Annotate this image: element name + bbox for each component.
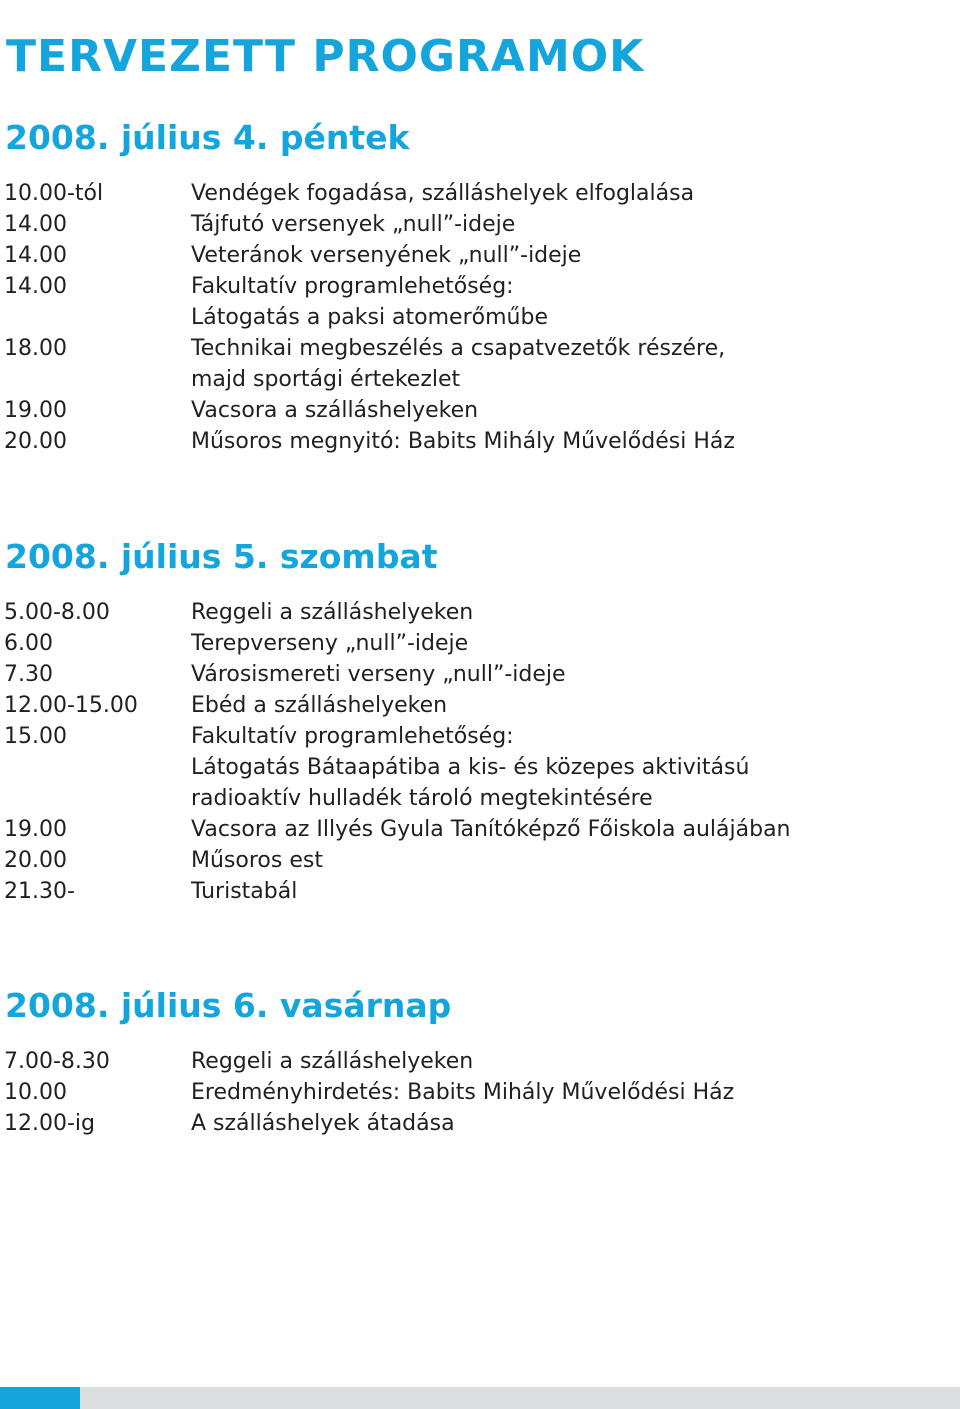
event-time: 20.00	[4, 429, 67, 454]
event-description	[191, 814, 960, 845]
event-time: 15.00	[4, 724, 67, 749]
event-description-line: Műsoros megnyitó: Babits Mihály Művelődési Ház	[191, 429, 735, 454]
event-time: 19.00	[4, 817, 67, 842]
event-time: 7.00-8.30	[4, 1049, 110, 1074]
day-section-friday	[0, 116, 960, 457]
event-time: 12.00-15.00	[4, 693, 138, 718]
event-description-line: Ebéd a szálláshelyeken	[191, 693, 448, 718]
event-description-line: Veteránok versenyének „null”-ideje	[191, 243, 582, 268]
event-time: 14.00	[4, 212, 67, 237]
schedule-list	[0, 178, 960, 457]
event-description	[191, 1046, 960, 1077]
event-description	[191, 333, 960, 395]
schedule-row	[0, 659, 960, 690]
event-description-line: A szálláshelyek átadása	[191, 1111, 455, 1136]
schedule-row	[0, 721, 960, 814]
day-section-saturday	[0, 535, 960, 907]
schedule-row	[0, 333, 960, 395]
day-section-sunday	[0, 984, 960, 1139]
event-description-line: Vacsora a szálláshelyeken	[191, 398, 479, 423]
event-description-line: Terepverseny „null”-ideje	[191, 631, 469, 656]
day-heading: 2008. július 4. péntek	[5, 118, 410, 157]
event-time: 7.30	[4, 662, 53, 687]
event-time: 14.00	[4, 243, 67, 268]
event-description	[191, 1108, 960, 1139]
page-title: TERVEZETT PROGRAMOK	[6, 31, 645, 83]
event-description-line: Látogatás Bátaapátiba a kis- és közepes aktivitású	[191, 755, 750, 780]
schedule-row	[0, 209, 960, 240]
event-description-line: radioaktív hulladék tároló megtekintésére	[191, 786, 653, 811]
schedule-row	[0, 597, 960, 628]
schedule-list	[0, 1046, 960, 1139]
event-time: 20.00	[4, 848, 67, 873]
day-heading: 2008. július 5. szombat	[5, 537, 438, 576]
event-description-line: Reggeli a szálláshelyeken	[191, 1049, 474, 1074]
event-description-line: Fakultatív programlehetőség:	[191, 274, 514, 299]
event-description-line: Fakultatív programlehetőség:	[191, 724, 514, 749]
event-description	[191, 240, 960, 271]
event-description-line: Technikai megbeszélés a csapatvezetők részére,	[191, 336, 726, 361]
event-description	[191, 597, 960, 628]
event-description	[191, 426, 960, 457]
schedule-row	[0, 690, 960, 721]
event-description-line: Műsoros est	[191, 848, 323, 873]
event-description-line: Reggeli a szálláshelyeken	[191, 600, 474, 625]
schedule-row	[0, 876, 960, 907]
event-time: 5.00-8.00	[4, 600, 110, 625]
event-description-line: majd sportági értekezlet	[191, 367, 461, 392]
event-time: 10.00-tól	[4, 181, 104, 206]
event-description-line: Látogatás a paksi atomerőműbe	[191, 305, 548, 330]
footer-accent-block	[0, 1387, 80, 1409]
event-time: 18.00	[4, 336, 67, 361]
event-description	[191, 628, 960, 659]
schedule-row	[0, 845, 960, 876]
event-description-line: Vendégek fogadása, szálláshelyek elfoglalása	[191, 181, 695, 206]
event-time: 10.00	[4, 1080, 67, 1105]
event-description-line: Városismereti verseny „null”-ideje	[191, 662, 566, 687]
day-heading: 2008. július 6. vasárnap	[5, 986, 452, 1025]
schedule-row	[0, 271, 960, 333]
event-time: 6.00	[4, 631, 53, 656]
event-time: 14.00	[4, 274, 67, 299]
schedule-row	[0, 395, 960, 426]
event-description	[191, 395, 960, 426]
event-description	[191, 659, 960, 690]
event-time: 21.30-	[4, 879, 75, 904]
event-description	[191, 845, 960, 876]
event-description-line: Turistabál	[191, 879, 298, 904]
event-description	[191, 721, 960, 814]
event-description	[191, 876, 960, 907]
event-description-line: Tájfutó versenyek „null”-ideje	[191, 212, 516, 237]
event-description	[191, 690, 960, 721]
schedule-row	[0, 628, 960, 659]
event-time: 19.00	[4, 398, 67, 423]
schedule-row	[0, 1108, 960, 1139]
schedule-row	[0, 1077, 960, 1108]
schedule-list	[0, 597, 960, 907]
event-description	[191, 178, 960, 209]
schedule-row	[0, 1046, 960, 1077]
schedule-row	[0, 814, 960, 845]
schedule-row	[0, 178, 960, 209]
event-time: 12.00-ig	[4, 1111, 95, 1136]
footer-bar	[0, 1387, 960, 1409]
event-description-line: Eredményhirdetés: Babits Mihály Művelődési Ház	[191, 1080, 735, 1105]
event-description	[191, 209, 960, 240]
event-description-line: Vacsora az Illyés Gyula Tanítóképző Főiskola aulájában	[191, 817, 791, 842]
schedule-row	[0, 240, 960, 271]
schedule-row	[0, 426, 960, 457]
event-description	[191, 1077, 960, 1108]
event-description	[191, 271, 960, 333]
